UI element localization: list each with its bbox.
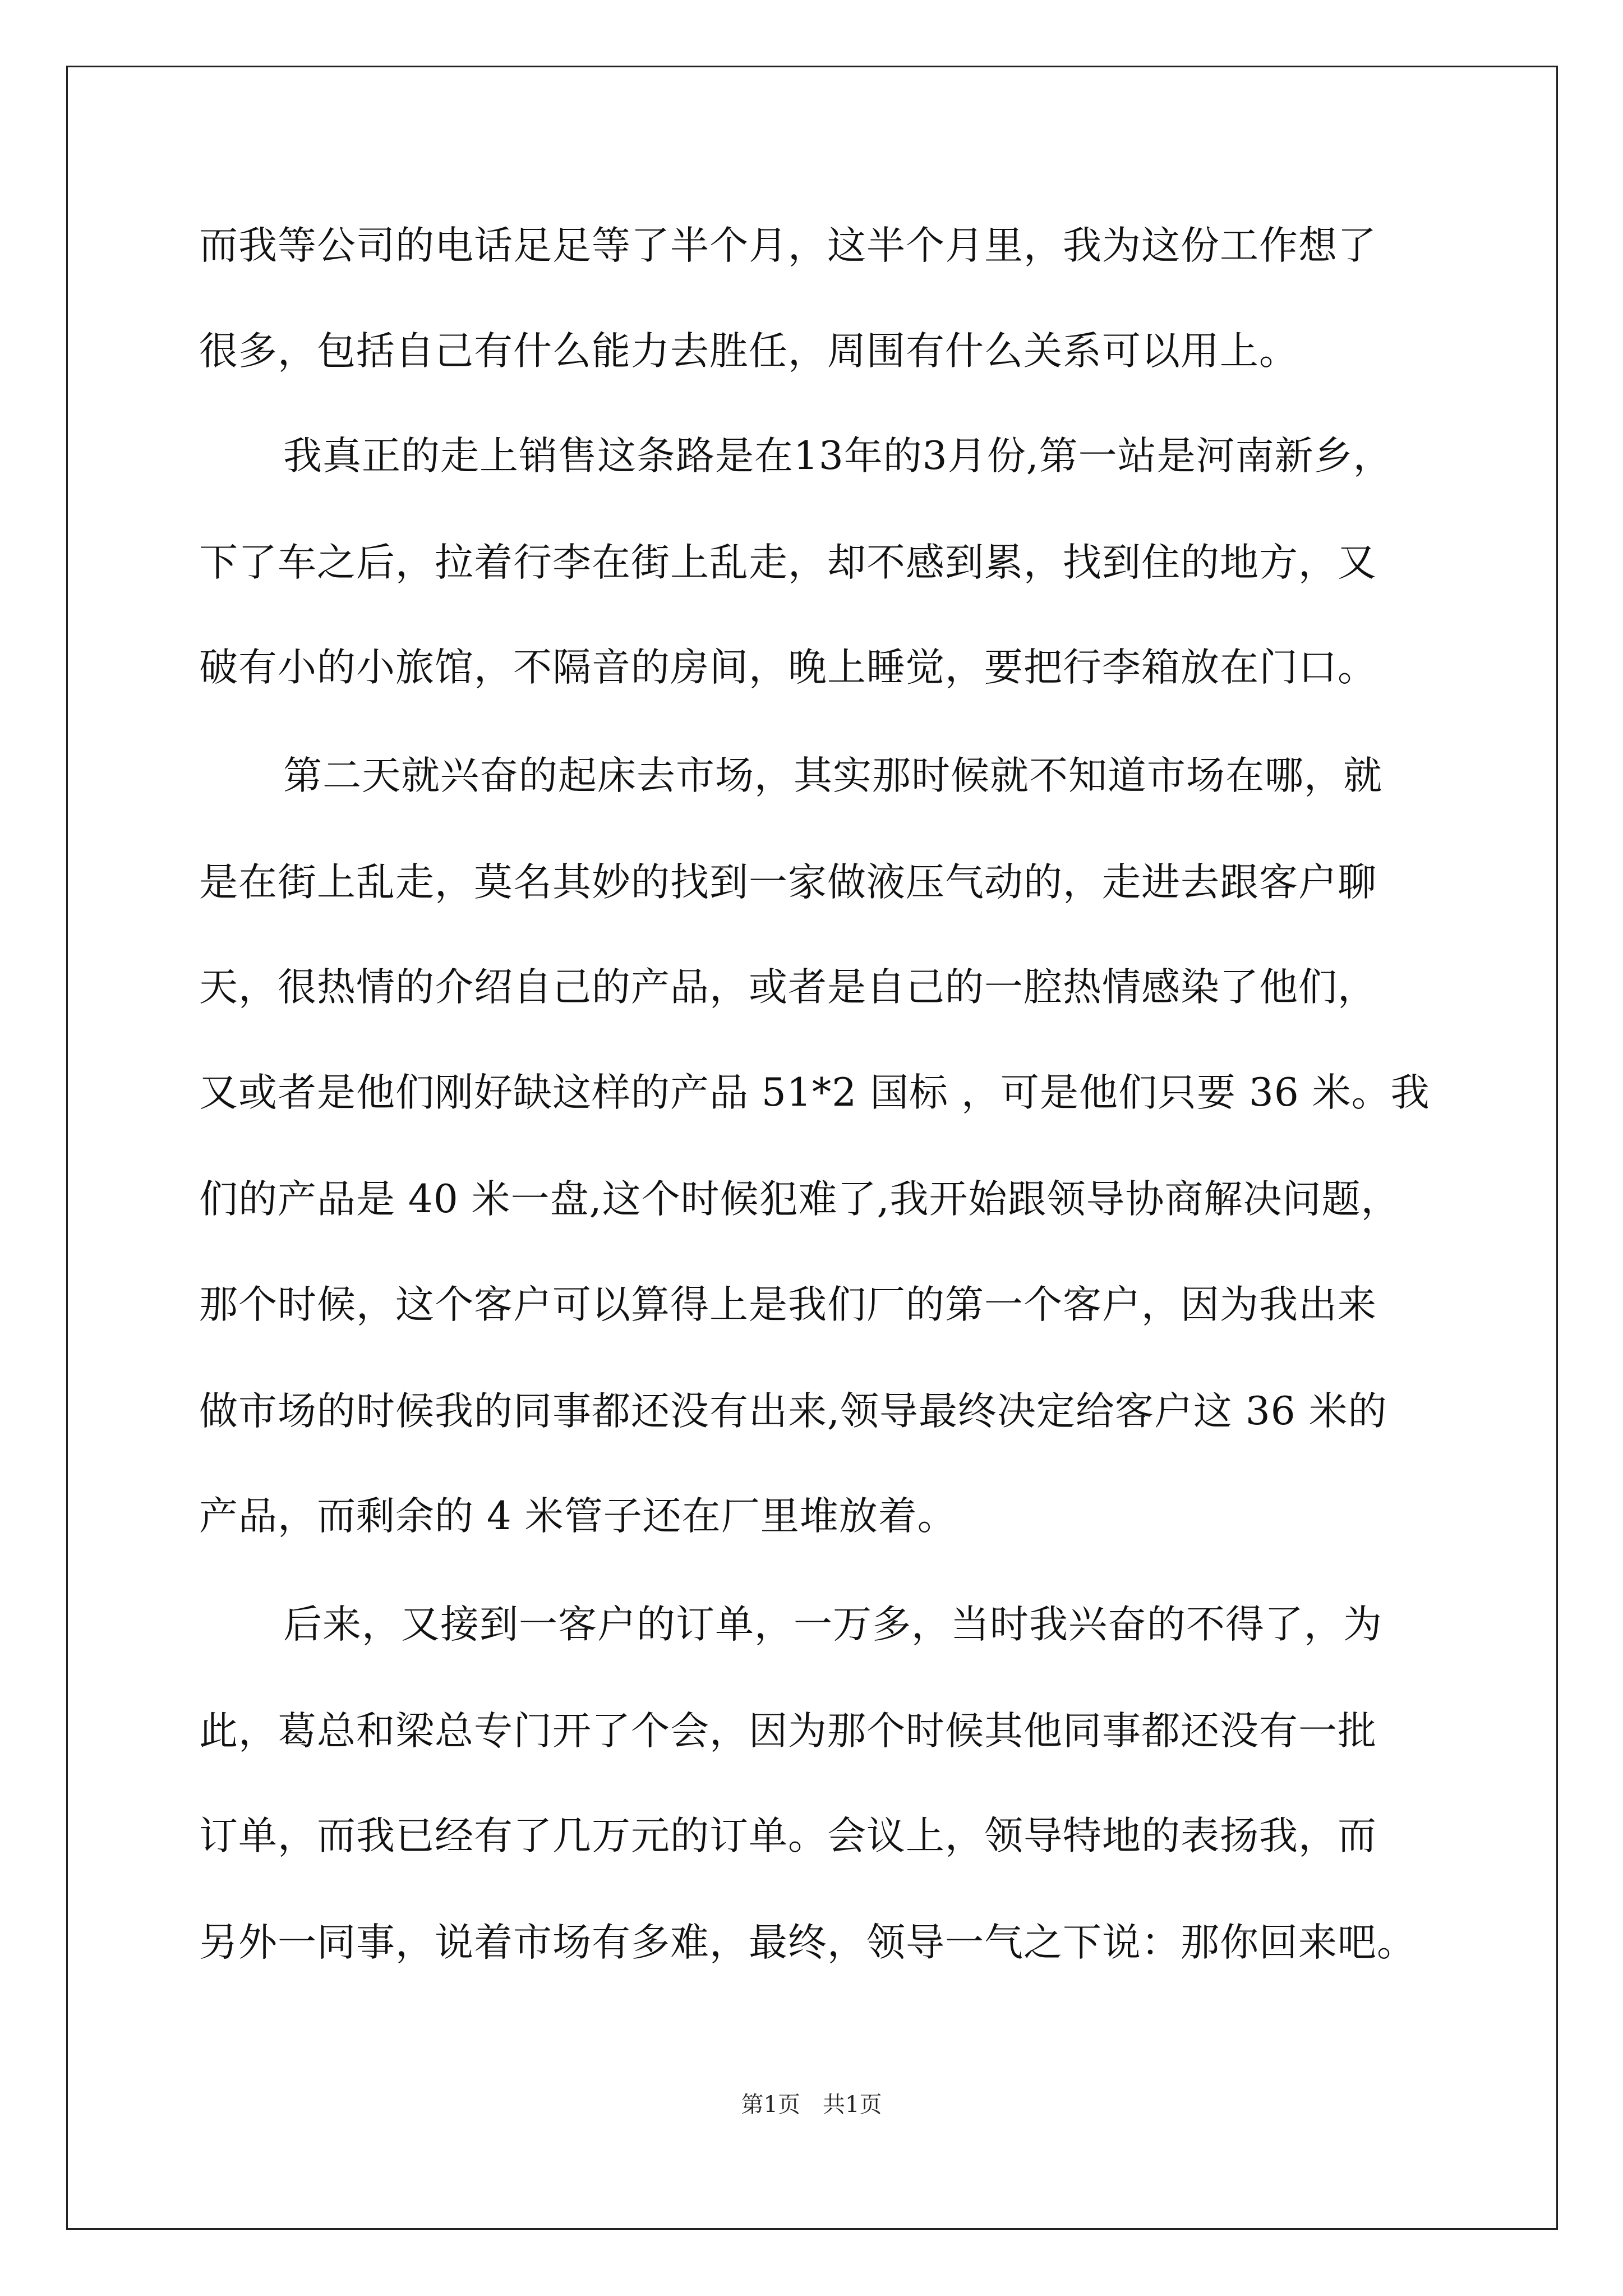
page-number: 第1页 共1页 — [741, 2092, 882, 2118]
paragraph-2-line-2: 下了车之后，拉着行李在街上乱走，却不感到累，找到住的地方，又 — [199, 540, 1377, 585]
paragraph-1-line-2: 很多，包括自己有什么能力去胜任，周围有什么关系可以用上。 — [199, 329, 1298, 374]
paragraph-1-line-1: 而我等公司的电话足足等了半个月，这半个月里，我为这份工作想了 — [199, 223, 1377, 268]
paragraph-3-line-5: 们的产品是 40 米一盘,这个时候犯难了,我开始跟领导协商解决问题， — [199, 1177, 1400, 1222]
paragraph-3-line-7: 做市场的时候我的同事都还没有出来,领导最终决定给客户这 36 米的 — [199, 1389, 1387, 1434]
paragraph-4-line-4: 另外一同事，说着市场有多难，最终，领导一气之下说：那你回来吧。 — [199, 1920, 1416, 1965]
paragraph-3-line-3: 天，很热情的介绍自己的产品，或者是自己的一腔热情感染了他们， — [199, 965, 1377, 1010]
paragraph-3-line-6: 那个时候，这个客户可以算得上是我们厂的第一个客户，因为我出来 — [199, 1282, 1377, 1327]
paragraph-3-line-2: 是在街上乱走，莫名其妙的找到一家做液压气动的，走进去跟客户聊 — [199, 860, 1377, 905]
paragraph-2-line-3: 破有小的小旅馆，不隔音的房间，晚上睡觉，要把行李箱放在门口。 — [199, 645, 1377, 690]
paragraph-4-line-1: 后来，又接到一客户的订单，一万多，当时我兴奋的不得了，为 — [283, 1602, 1382, 1647]
page-border — [66, 66, 1558, 2230]
paragraph-3-line-1: 第二天就兴奋的起床去市场，其实那时候就不知道市场在哪，就 — [283, 753, 1382, 798]
paragraph-2-line-1: 我真正的走上销售这条路是在13年的3月份,第一站是河南新乡， — [283, 434, 1393, 478]
paragraph-4-line-3: 订单，而我已经有了几万元的订单。会议上，领导特地的表扬我，而 — [199, 1814, 1377, 1858]
paragraph-3-line-8: 产品，而剩余的 4 米管子还在厂里堆放着。 — [199, 1494, 957, 1539]
paragraph-4-line-2: 此，葛总和梁总专门开了个会，因为那个时候其他同事都还没有一批 — [199, 1709, 1377, 1754]
paragraph-3-line-4: 又或者是他们刚好缺这样的产品 51*2 国标 ，可是他们只要 36 米。我 — [199, 1070, 1430, 1115]
